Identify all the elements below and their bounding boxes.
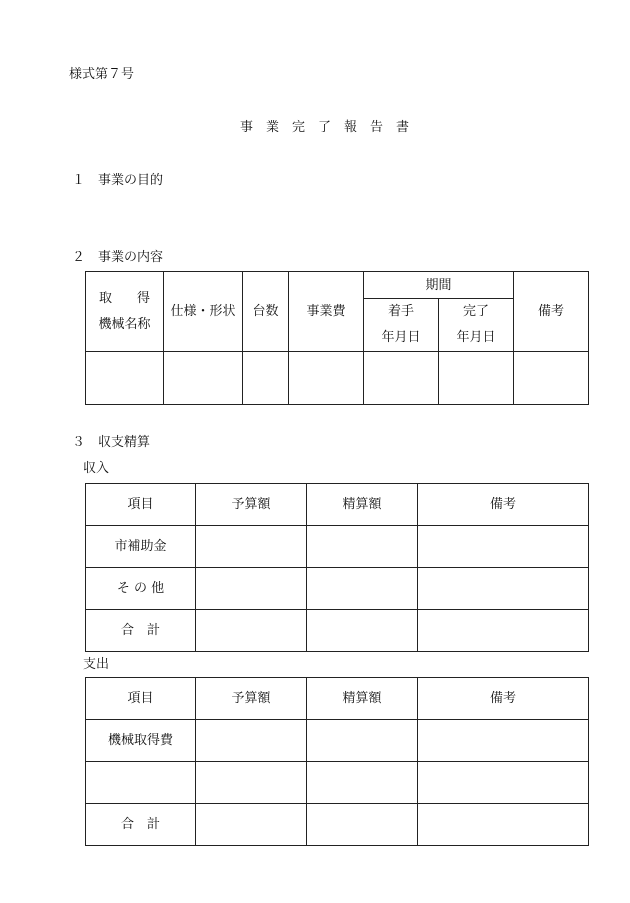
income-header-budget: 予算額: [196, 484, 307, 526]
income-row-label: そ の 他: [86, 568, 196, 610]
cell-machine-name: [86, 352, 164, 405]
expense-table: [85, 677, 589, 846]
income-row-label: 市補助金: [86, 526, 196, 568]
section2-heading: ２ 事業の内容: [72, 250, 164, 265]
content-table: [85, 271, 589, 405]
header-machine-name: 取 得 機械名称: [86, 272, 164, 352]
table-row: [86, 568, 589, 610]
table-row: [86, 762, 589, 804]
page-title: 事 業 完 了 報 告 書: [240, 120, 410, 135]
expense-row-label: 合 計: [86, 804, 196, 846]
income-header-settled: 精算額: [307, 484, 418, 526]
table-header-row: [86, 484, 589, 526]
expense-header-remarks: 備考: [418, 678, 589, 720]
table-row: [86, 804, 589, 846]
header-quantity: 台数: [243, 272, 289, 352]
expense-header-settled: 精算額: [307, 678, 418, 720]
cell-end-date: [439, 352, 514, 405]
cell-start-date: [364, 352, 439, 405]
cell-remarks: [514, 352, 589, 405]
cell-cost: [289, 352, 364, 405]
section3-heading: ３ 収支精算: [72, 435, 151, 450]
header-cost: 事業費: [289, 272, 364, 352]
table-row: [86, 526, 589, 568]
expense-label: 支出: [83, 657, 110, 672]
income-header-remarks: 備考: [418, 484, 589, 526]
header-start-date: 着手 年月日: [364, 299, 439, 352]
expense-header-budget: 予算額: [196, 678, 307, 720]
section1-heading: １ 事業の目的: [72, 173, 164, 188]
expense-row-label: [86, 762, 196, 804]
header-spec: 仕様・形状: [164, 272, 243, 352]
table-header-row: [86, 678, 589, 720]
cell-spec: [164, 352, 243, 405]
income-table: [85, 483, 589, 652]
income-row-label: 合 計: [86, 610, 196, 652]
expense-header-item: 項目: [86, 678, 196, 720]
cell-quantity: [243, 352, 289, 405]
expense-row-label: 機械取得費: [86, 720, 196, 762]
income-label: 収入: [83, 461, 110, 476]
table-row: [86, 720, 589, 762]
income-header-item: 項目: [86, 484, 196, 526]
header-period: 期間: [364, 272, 514, 299]
table-row: [86, 352, 589, 405]
header-end-date: 完了 年月日: [439, 299, 514, 352]
header-remarks: 備考: [514, 272, 589, 352]
table-row: [86, 610, 589, 652]
form-number: 様式第７号: [69, 67, 135, 82]
